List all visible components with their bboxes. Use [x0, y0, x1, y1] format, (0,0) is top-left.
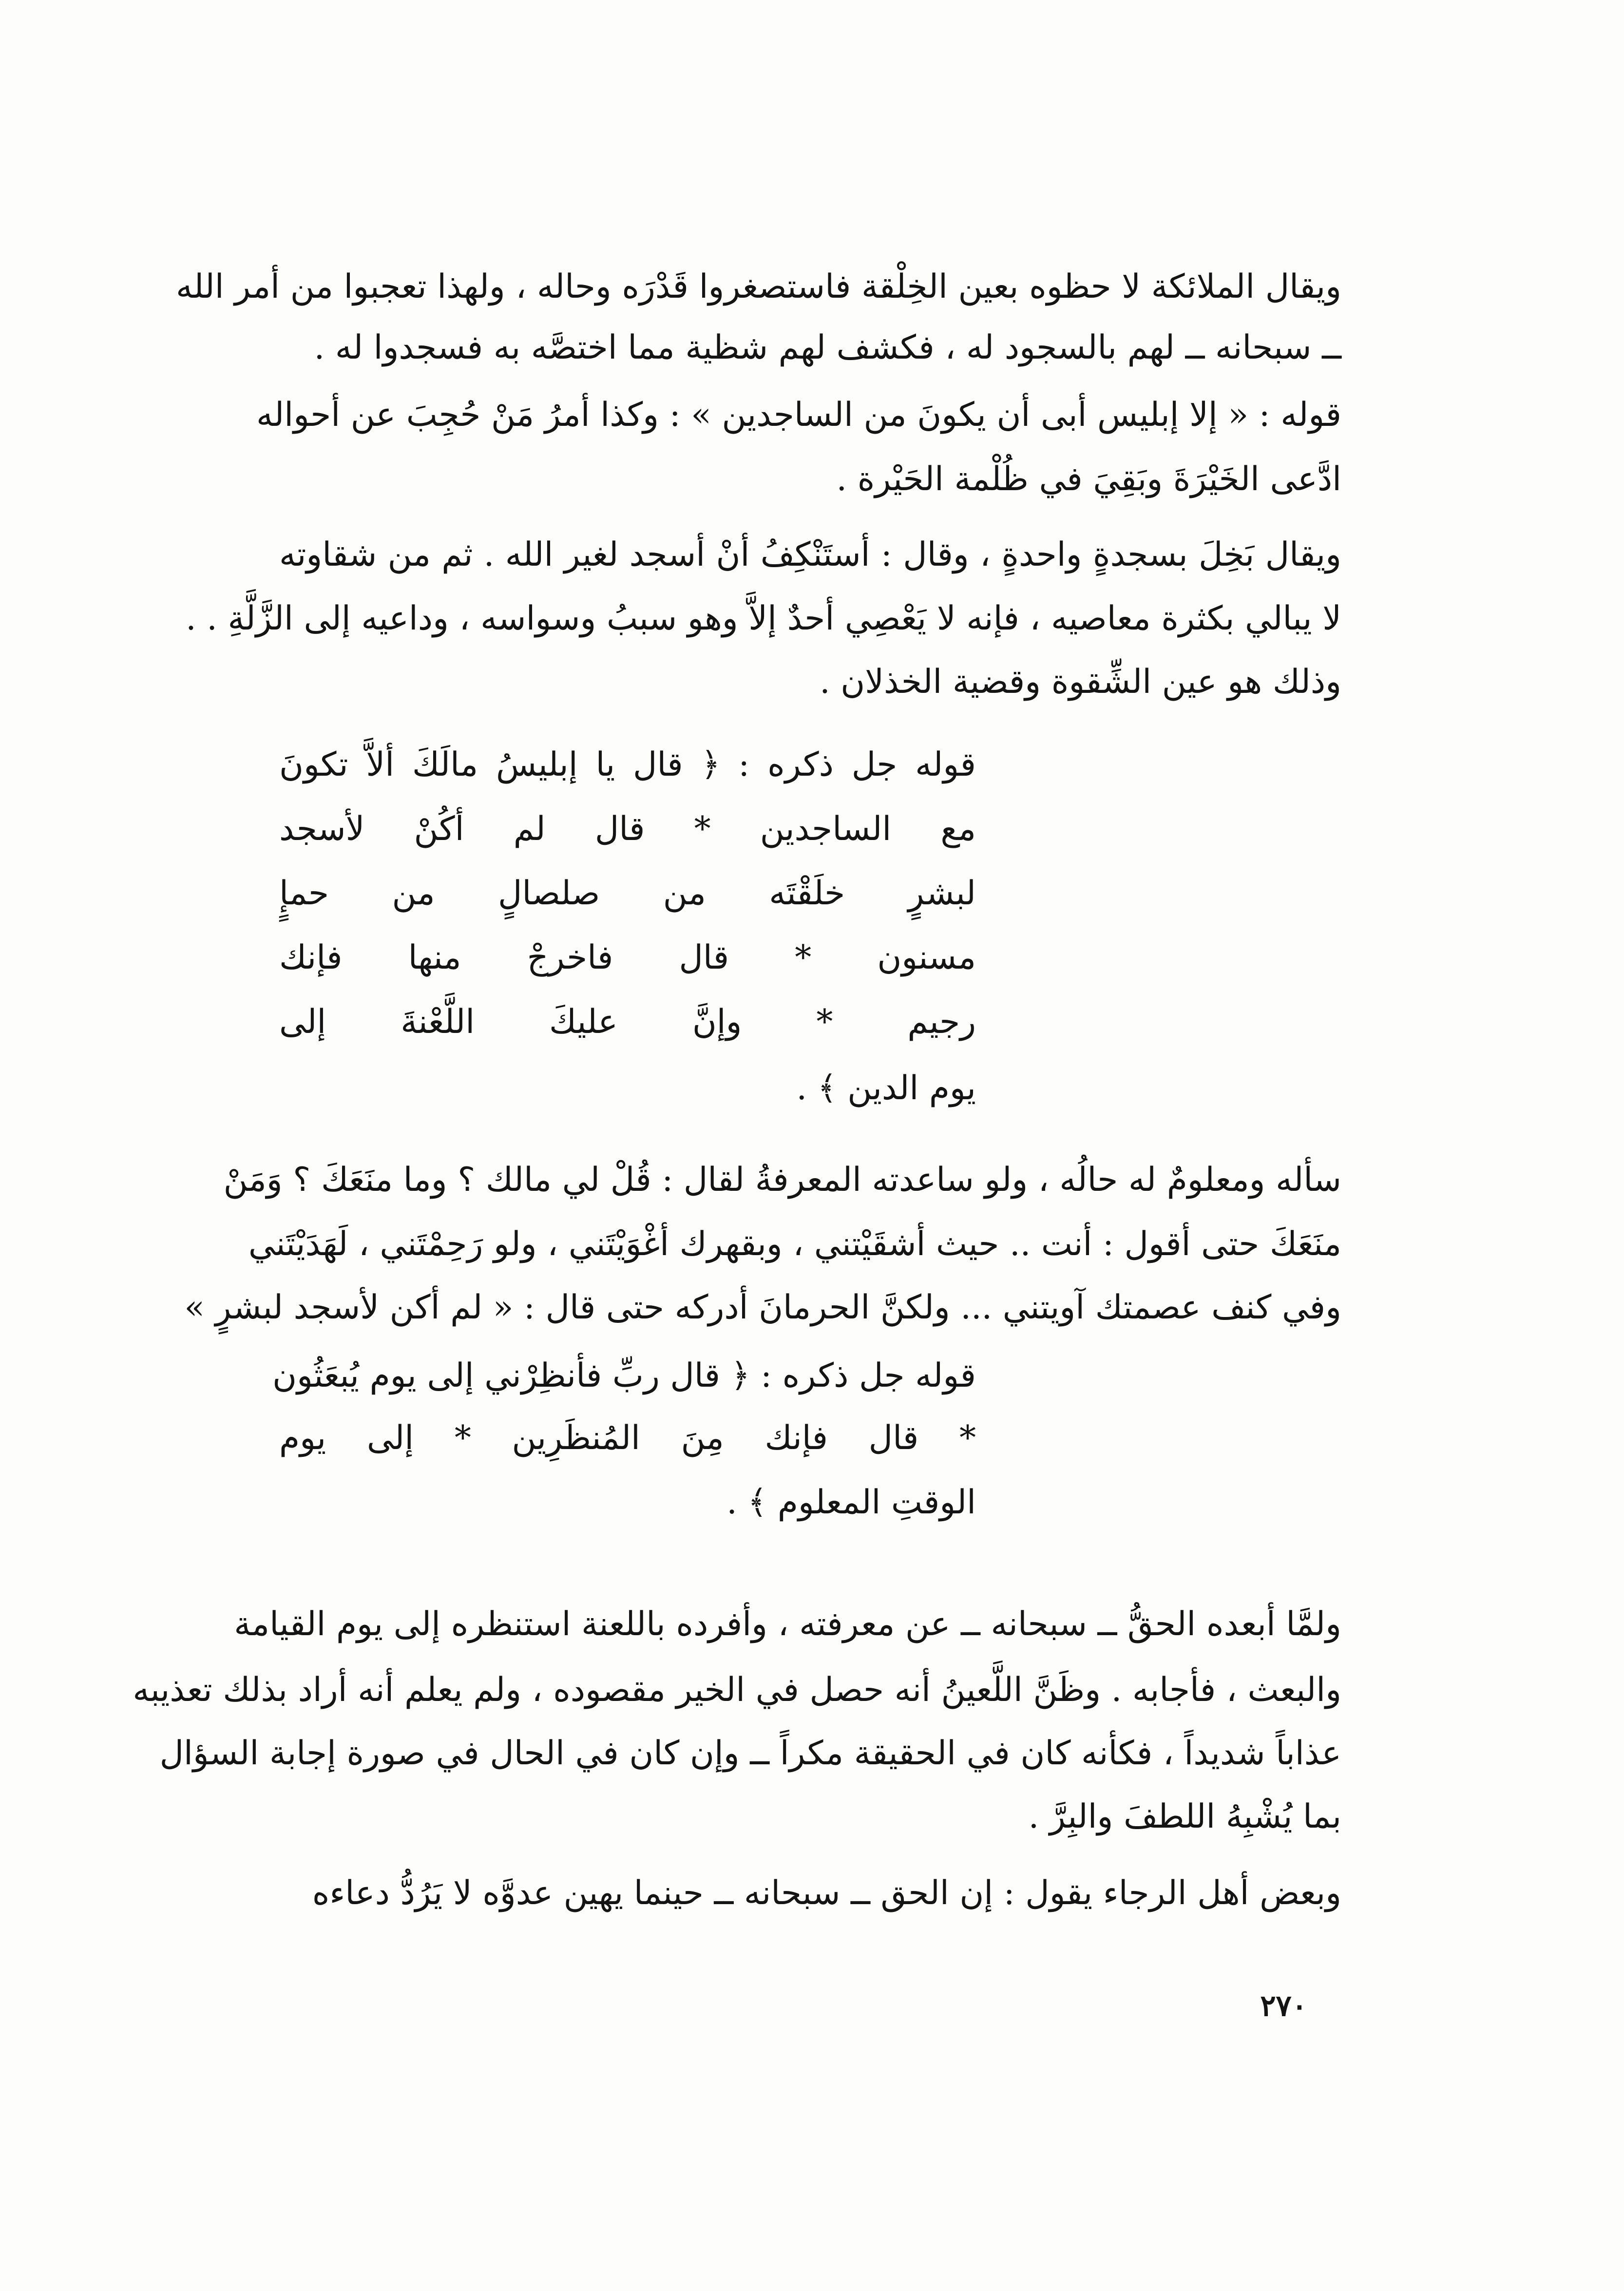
text-line: قوله : « إلا إبليس أبى أن يكونَ من الساجدين » : وكذا أمرُ مَنْ حُجِبَ عن أحواله — [256, 396, 1341, 434]
verse-line: رجيم * وإنَّ عليكَ اللَّعْنةَ إلى — [279, 1003, 976, 1041]
text-line: وبعض أهل الرجاء يقول : إن الحق ــ سبحانه ــ حينما يهين عدوَّه لا يَرُدُّ دعاءه — [312, 1874, 1341, 1912]
verse-line: قوله جل ذكره : ﴿ قال ربِّ فأنظِرْني إلى يوم يُبعَثُون — [272, 1356, 976, 1395]
text-line: وفي كنف عصمتك آويتني ... ولكنَّ الحرمانَ أدركه حتى قال : « لم أكن لأسجد لبشرٍ » — [184, 1288, 1341, 1327]
text-line: عذاباً شديداً ، فكأنه كان في الحقيقة مكراً ــ وإن كان في الحال في صورة إجابة السؤال — [159, 1734, 1341, 1773]
text-line: ويقال الملائكة لا حظوه بعين الخِلْقة فاستصغروا قَدْرَه وحاله ، ولهذا تعجبوا من أمر الله — [176, 267, 1341, 306]
verse-line: الوقتِ المعلوم ﴾ . — [726, 1483, 976, 1522]
text-line: والبعث ، فأجابه . وظَنَّ اللَّعينُ أنه حصل في الخير مقصوده ، ولم يعلم أنه أراد بذلك تعذيبه — [133, 1671, 1341, 1709]
verse-line: مسنون * قال فاخرجْ منها فإنك — [279, 938, 976, 977]
verse-line: مع الساجدين * قال لم أكُنْ لأسجد — [279, 810, 976, 848]
text-line: منَعَكَ حتى أقول : أنت .. حيث أشقَيْتني ، وبقهرك أغْوَيْتَني ، ولو رَحِمْتَني ، لَهَدَيْتَني — [248, 1225, 1341, 1263]
text-line: سأله ومعلومٌ له حالُه ، ولو ساعدته المعرفةُ لقال : قُلْ لي مالك ؟ وما منَعَكَ ؟ وَمَنْ — [223, 1161, 1341, 1199]
text-line: بما يُشْبِهُ اللطفَ والبِرَّ . — [1028, 1797, 1341, 1836]
text-line: ــ سبحانه ــ لهم بالسجود له ، فكشف لهم شظية مما اختصَّه به فسجدوا له . — [314, 328, 1341, 367]
text-line: ادَّعى الخَيْرَةَ وبَقِيَ في ظُلْمة الحَيْرة . — [836, 460, 1341, 498]
page-number: ٢٧٠ — [1260, 1989, 1307, 2023]
text-line: لا يبالي بكثرة معاصيه ، فإنه لا يَعْصِي أحدٌ إلاَّ وهو سببُ وسواسه ، وداعيه إلى الزَّلَّةِ . . — [186, 599, 1341, 638]
verse-line: يوم الدين ﴾ . — [796, 1069, 976, 1107]
text-line: ولمَّا أبعده الحقُّ ــ سبحانه ــ عن معرفته ، وأفرده باللعنة استنظره إلى يوم القيامة — [234, 1605, 1341, 1643]
verse-line: لبشرٍ خلَقْتَه من صلصالٍ من حمإٍ — [279, 874, 976, 913]
text-line: وذلك هو عين الشِّقوة وقضية الخذلان . — [820, 663, 1341, 701]
verse-line: * قال فإنك مِنَ المُنظَرِين * إلى يوم — [279, 1419, 976, 1457]
verse-line: قوله جل ذكره : ﴿ قال يا إبليسُ مالَكَ ألاَّ تكونَ — [279, 745, 976, 784]
text-line: ويقال بَخِلَ بسجدةٍ واحدةٍ ، وقال : أستَنْكِفُ أنْ أسجد لغير الله . ثم من شقاوته — [279, 535, 1341, 574]
